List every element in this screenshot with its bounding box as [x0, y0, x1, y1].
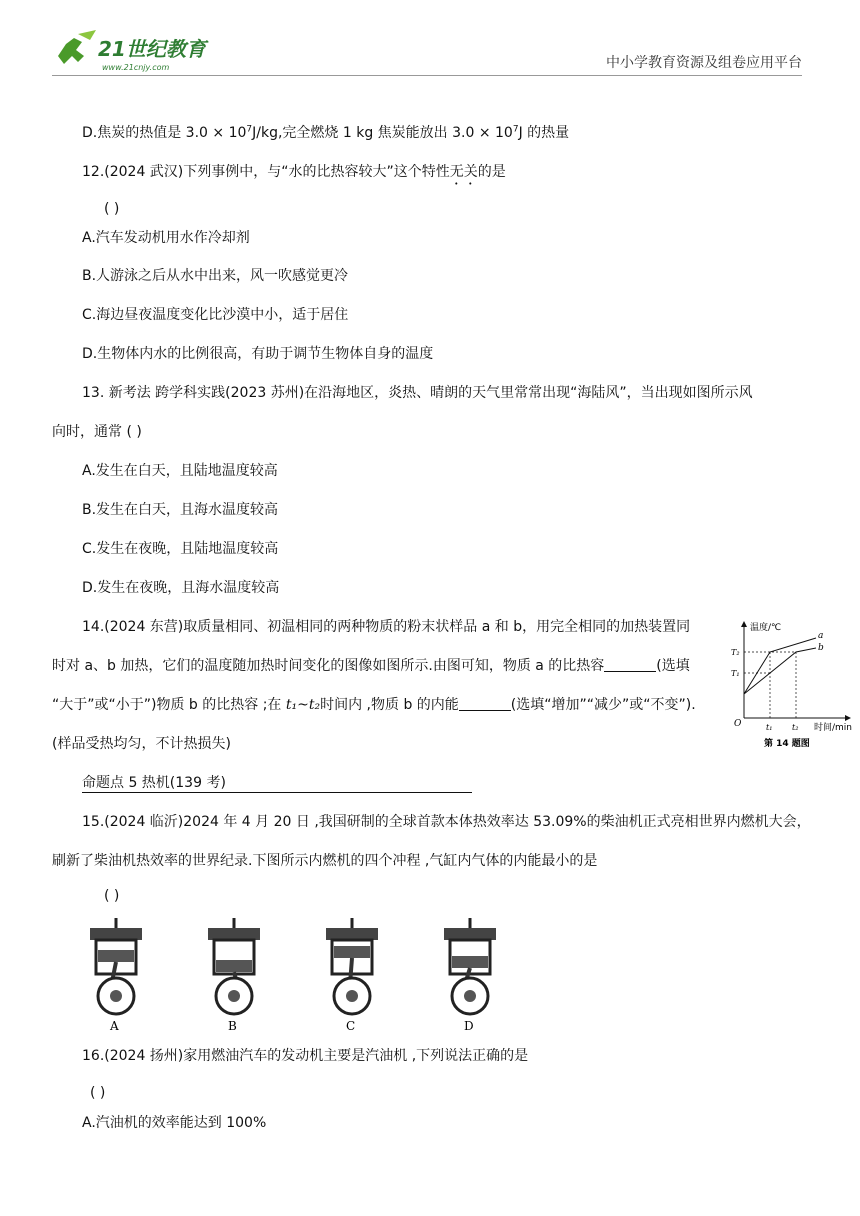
logo-text: 21世纪教育: [98, 37, 206, 61]
q14-blank-1: [604, 657, 656, 672]
graph-origin: O: [734, 719, 742, 729]
engine-a: [90, 918, 142, 1033]
q15-line2: 刷新了柴油机热效率的世界纪录.下图所示内燃机的四个冲程 ,气缸内气体的内能最小的是: [52, 853, 598, 869]
q14-line4: (样品受热均匀，不计热损失): [52, 736, 231, 752]
q16-answer-paren: ( ): [90, 1085, 106, 1101]
runner-icon: [58, 38, 84, 64]
header-divider: [52, 75, 802, 76]
logo: [52, 26, 212, 76]
topic-5-underline: [82, 792, 472, 793]
engine-label-a: A: [110, 1019, 119, 1033]
q13-option-d: D.发生在夜晚，且海水温度较高: [82, 580, 280, 596]
q14-line1: 14.(2024 东营)取质量相同、初温相同的两种物质的粉末状样品 a 和 b，用完全相同的加热装置同: [82, 619, 691, 635]
q12-stem: 12.(2024 武汉)下列事例中，与“水的比热容较大”这个特性无关的是: [82, 164, 506, 180]
graph-T1: T₁: [731, 669, 740, 678]
q14-temperature-graph: [730, 618, 855, 752]
engine-d: [444, 918, 496, 1033]
q12-option-b: B.人游泳之后从水中出来，风一吹感觉更冷: [82, 268, 349, 284]
graph-label-b: b: [818, 643, 824, 653]
q16-option-a: A.汽油机的效率能达到 100%: [82, 1115, 267, 1131]
q13-option-b: B.发生在白天，且海水温度较高: [82, 502, 279, 518]
engine-c: [326, 918, 378, 1033]
q14-line3: “大于”或“小于”)物质 b 的比热容 ;在 t₁~t₂时间内 ,物质 b 的内能 (选填“增加”“减少”或“不变”).: [52, 697, 696, 713]
q12-option-d: D.生物体内水的比例很高，有助于调节生物体自身的温度: [82, 346, 434, 362]
q14-line2: 时对 a、b 加热，它们的温度随加热时间变化的图像如图所示.由图可知，物质 a 的比热容 (选填: [52, 658, 690, 674]
engine-b: [208, 918, 260, 1033]
graph-T2: T₂: [731, 648, 740, 657]
page-header: [0, 0, 860, 80]
q13-stem-line1: 13. 新考法 跨学科实践(2023 苏州)在沿海地区，炎热、晴朗的天气里常常出现“海陆风”，当出现如图所示风: [82, 385, 753, 401]
q13-option-c: C.发生在夜晚，且陆地温度较高: [82, 541, 279, 557]
q15-line1: 15.(2024 临沂)2024 年 4 月 20 日 ,我国研制的全球首款本体热效率达 53.09%的柴油机正式亮相世界内燃机大会，: [82, 814, 811, 830]
engine-label-b: B: [228, 1019, 237, 1033]
q14-blank-2: [459, 696, 511, 711]
engine-label-d: D: [464, 1019, 474, 1033]
graph-xlabel: 时间/min: [814, 723, 853, 733]
q15-engine-strokes-figure: [84, 912, 524, 1034]
q12-option-c: C.海边昼夜温度变化比沙漠中小，适于居住: [82, 307, 349, 323]
q12-answer-paren: ( ): [104, 201, 120, 217]
graph-ylabel: 温度/℃: [750, 623, 782, 633]
q16-stem: 16.(2024 扬州)家用燃油汽车的发动机主要是汽油机 ,下列说法正确的是: [82, 1048, 529, 1064]
graph-caption: 第 14 题图: [764, 739, 810, 749]
topic-5-heading: 命题点 5 热机(139 考): [82, 775, 226, 791]
q12-option-a: A.汽车发动机用水作冷却剂: [82, 230, 250, 246]
q13-stem-line2: 向时，通常 ( ): [52, 424, 142, 440]
q15-answer-paren: ( ): [104, 888, 120, 904]
q11-option-d: D.焦炭的热值是 $3.0 \times 10^7J/kg$,完全燃烧 1 kg 焦炭能放出 $3.0 \times 10^7J$ 的热量: [82, 124, 570, 141]
graph-t1: t₁: [766, 723, 773, 732]
graph-curve-b: [744, 648, 816, 694]
engine-label-c: C: [346, 1019, 356, 1033]
q13-option-a: A.发生在白天，且陆地温度较高: [82, 463, 278, 479]
graph-label-a: a: [818, 631, 824, 641]
platform-title: 中小学教育资源及组卷应用平台: [606, 55, 802, 71]
logo-url: www.21cnjy.com: [102, 63, 170, 72]
graph-t2: t₂: [792, 723, 799, 732]
